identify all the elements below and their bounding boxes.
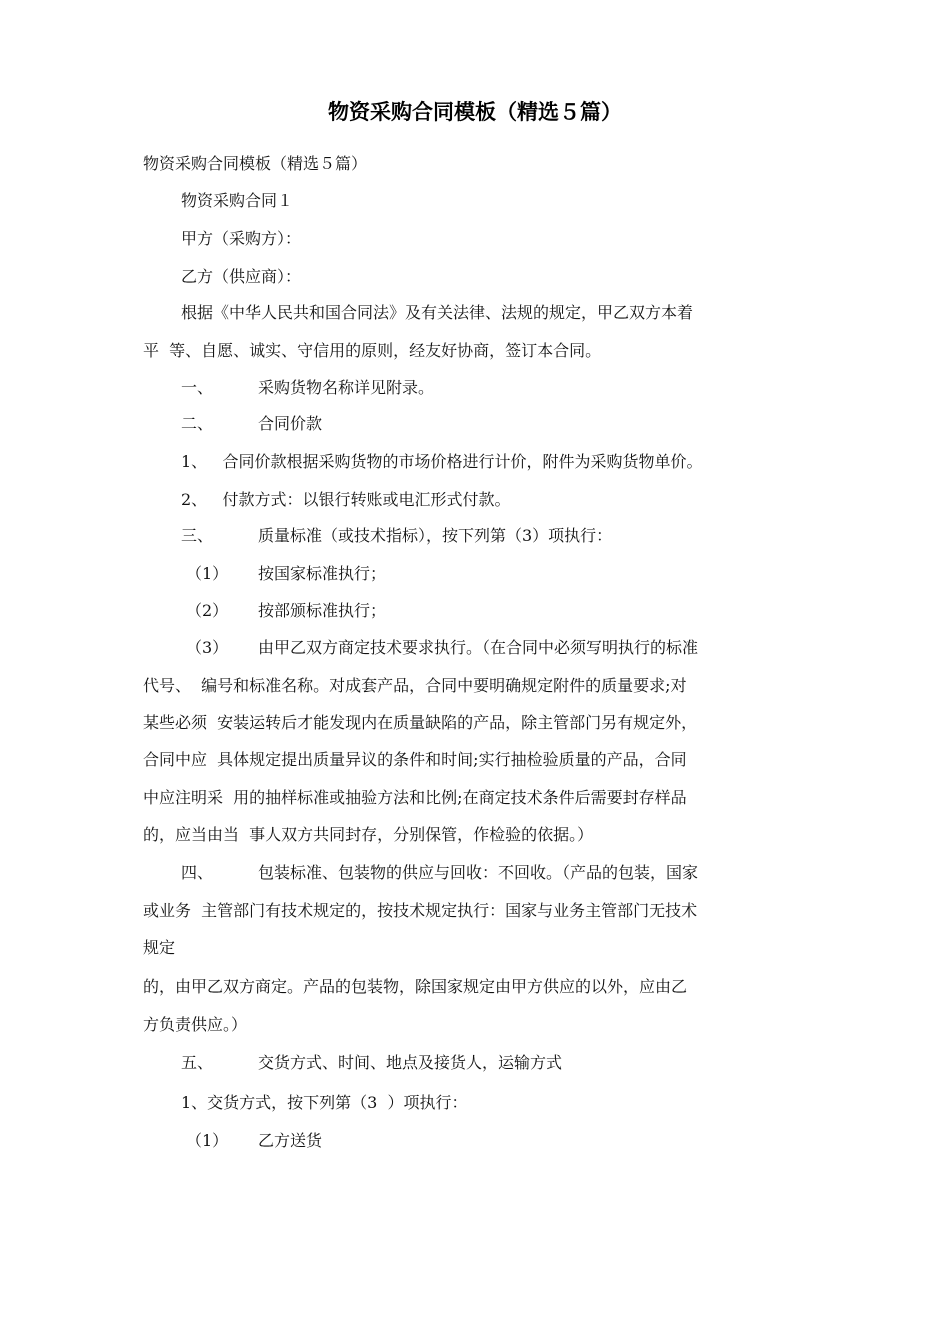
clause-number: 二、 [181,414,214,433]
sub-clause-line: 1、 合同价款根据采购货物的市场价格进行计价，附件为采购货物单价。 [181,452,703,471]
clause-text: 采购货物名称详见附录。 [258,378,435,397]
party-b-line: 乙方（供应商）： [181,267,302,286]
option-text: 乙方送货 [258,1131,323,1150]
clause-number: 四、 [181,863,214,882]
paragraph-line: 平 等、自愿、诚实、守信用的原则，经友好协商，签订本合同。 [143,341,602,360]
clause-text: 包装标准、包装物的供应与回收：不回收。（产品的包装，国家 [258,863,699,882]
paragraph-line: 代号、 编号和标准名称。对成套产品，合同中要明确规定附件的质量要求;对 [143,676,687,695]
clause-text: 交货方式、时间、地点及接货人，运输方式 [258,1053,563,1072]
option-number: （1） [186,1131,229,1150]
clause-text: 合同价款 [258,414,323,433]
paragraph-line: 根据《中华人民共和国合同法》及有关法律、法规的规定，甲乙双方本着 [181,303,694,322]
paragraph-line: 的，应当由当 事人双方共同封存，分别保管，作检验的依据。） [143,825,594,844]
party-a-line: 甲方（采购方）： [181,229,302,248]
sub-clause-line: 2、 付款方式：以银行转账或电汇形式付款。 [181,490,511,509]
sub-clause-line: 1、交货方式，按下列第（3 ）项执行： [181,1093,468,1112]
clause-number: 五、 [181,1053,214,1072]
paragraph-line: 或业务 主管部门有技术规定的，按技术规定执行：国家与业务主管部门无技术 [143,901,698,920]
clause-number: 三、 [181,526,214,545]
paragraph-line: 规定 [143,938,176,957]
section-heading-contract-1: 物资采购合同１ [181,191,294,210]
paragraph-line: 中应注明采 用的抽样标准或抽验方法和比例;在商定技术条件后需要封存样品 [143,788,687,807]
subtitle-line: 物资采购合同模板（精选５篇） [143,154,368,173]
clause-number: 一、 [181,378,214,397]
document-title: 物资采购合同模板（精选５篇） [328,100,622,124]
option-number: （3） [186,638,229,657]
paragraph-line: 某些必须 安装运转后才能发现内在质量缺陷的产品，除主管部门另有规定外， [143,713,698,732]
option-number: （1） [186,564,229,583]
option-number: （2） [186,601,229,620]
paragraph-line: 合同中应 具体规定提出质量异议的条件和时间;实行抽检验质量的产品，合同 [143,750,687,769]
option-text: 按国家标准执行； [258,564,387,583]
clause-text: 质量标准（或技术指标），按下列第（3）项执行： [258,526,613,545]
option-text: 按部颁标准执行； [258,601,387,620]
option-text: 由甲乙双方商定技术要求执行。（在合同中必须写明执行的标准 [258,638,699,657]
paragraph-line: 方负责供应。） [143,1015,248,1034]
paragraph-line: 的，由甲乙双方商定。产品的包装物，除国家规定由甲方供应的以外，应由乙 [143,977,688,996]
